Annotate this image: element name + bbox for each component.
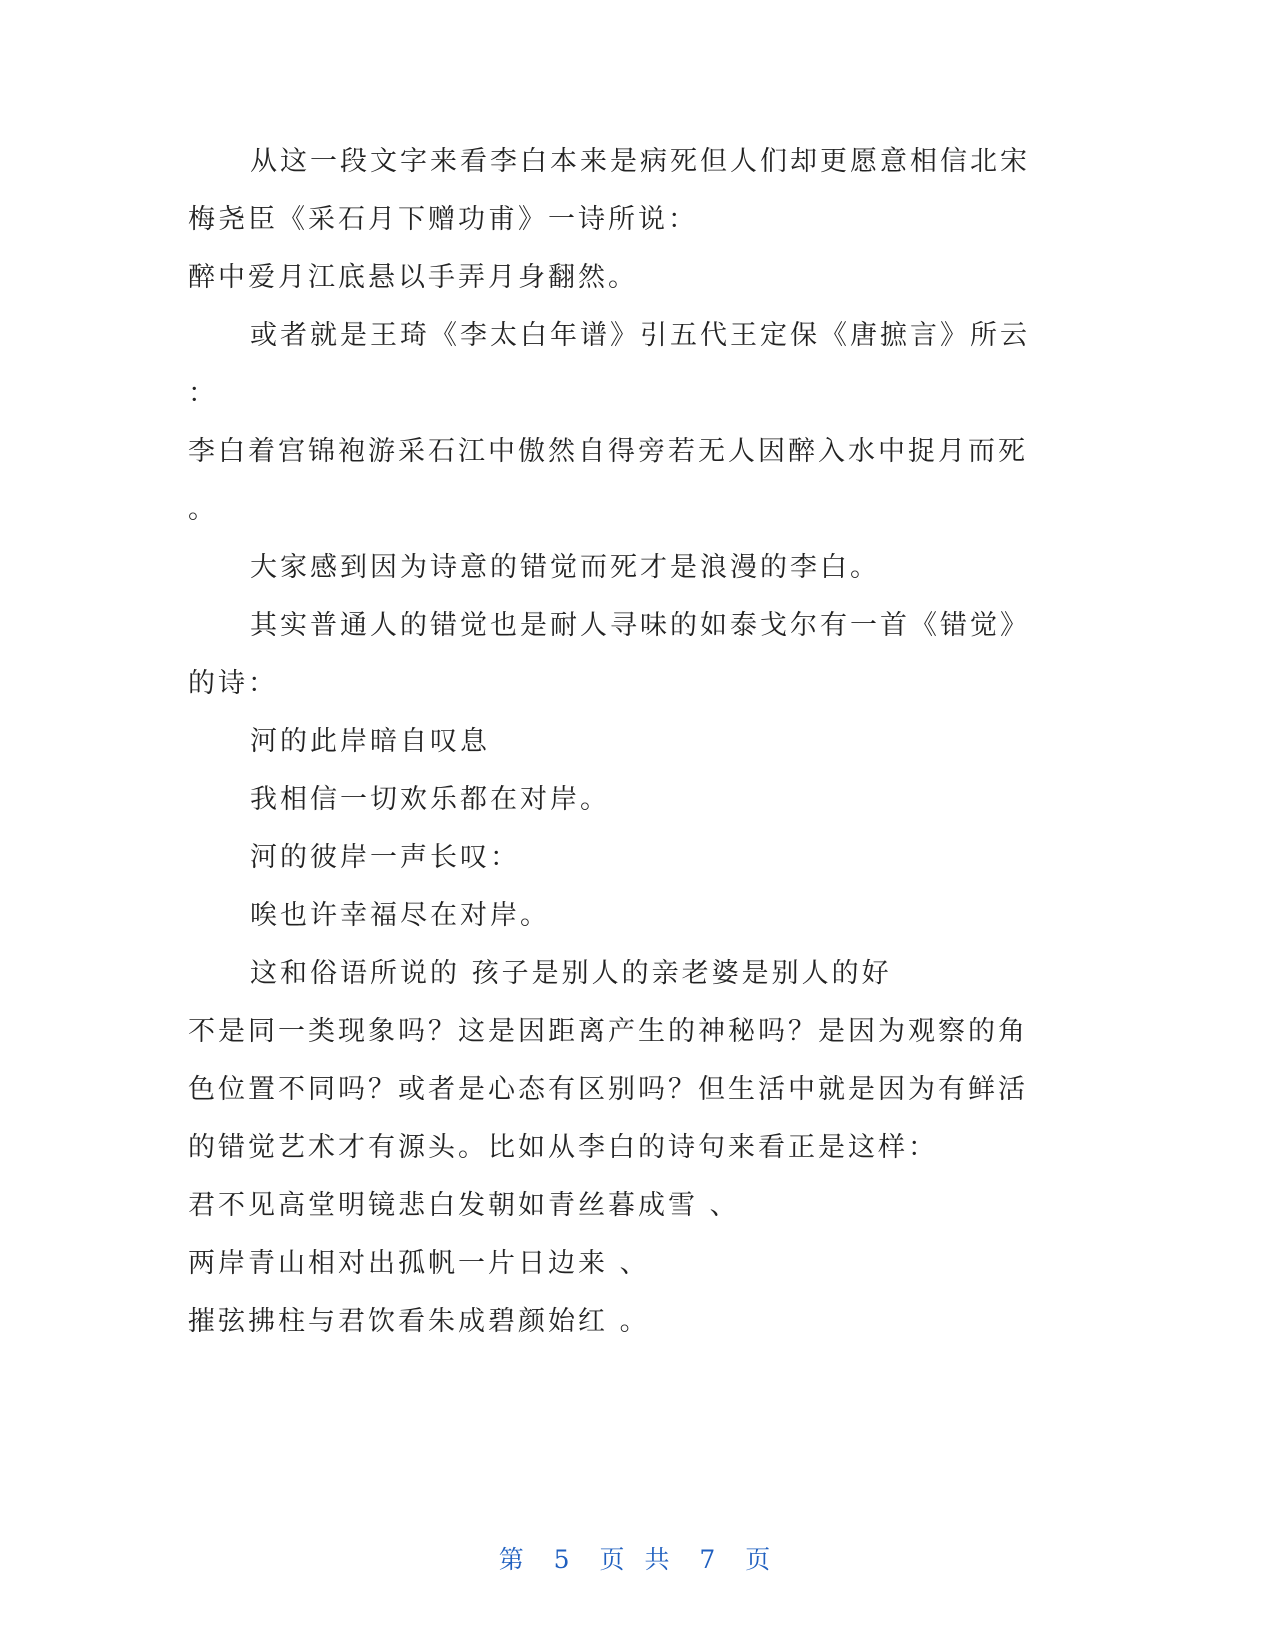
text-line-2: 梅尧臣《采石月下赠功甫》一诗所说： [188,204,698,235]
text-line-8: 大家感到因为诗意的错觉而死才是浪漫的李白。 [250,552,880,583]
text-line-1: 从这一段文字来看李白本来是病死但人们却更愿意相信北宋 [250,146,1030,177]
poem-line-4: 唉也许幸福尽在对岸。 [250,900,550,931]
text-line-4: 或者就是王琦《李太白年谱》引五代王定保《唐摭言》所云 [250,320,1030,351]
text-line-6: 李白着宫锦袍游采石江中傲然自得旁若无人因醉入水中捉月而死 [188,436,1028,467]
text-line-9: 其实普通人的错觉也是耐人寻味的如泰戈尔有一首《错觉》 [250,610,1030,641]
text-line-10: 的诗： [188,668,278,699]
footer-middle: 页 共 [599,1545,676,1574]
text-line-3: 醉中爱月江底悬以手弄月身翻然。 [188,262,638,293]
text-line-16: 不是同一类现象吗？这是因距离产生的神秘吗？是因为观察的角 [188,1016,1028,1047]
text-line-7: 。 [188,494,218,525]
text-line-18: 的错觉艺术才有源头。比如从李白的诗句来看正是这样： [188,1132,938,1163]
poem-line-1: 河的此岸暗自叹息 [250,726,490,757]
footer-prefix: 第 [498,1545,530,1574]
footer-suffix: 页 [745,1545,777,1574]
footer-total-pages: 7 [699,1545,722,1574]
page-footer [0,1540,1275,1576]
text-line-15: 这和俗语所说的 孩子是别人的亲老婆是别人的好 [250,958,892,989]
poem-line-3: 河的彼岸一声长叹： [250,842,520,873]
quote-line-3: 摧弦拂柱与君饮看朱成碧颜始红 。 [188,1306,650,1337]
poem-line-2: 我相信一切欢乐都在对岸。 [250,784,610,815]
quote-line-2: 两岸青山相对出孤帆一片日边来 、 [188,1248,650,1279]
quote-line-1: 君不见高堂明镜悲白发朝如青丝暮成雪 、 [188,1190,740,1221]
footer-page-number: 5 [553,1545,576,1574]
text-line-17: 色位置不同吗？或者是心态有区别吗？但生活中就是因为有鲜活 [188,1074,1028,1105]
text-line-5: ： [188,378,218,409]
